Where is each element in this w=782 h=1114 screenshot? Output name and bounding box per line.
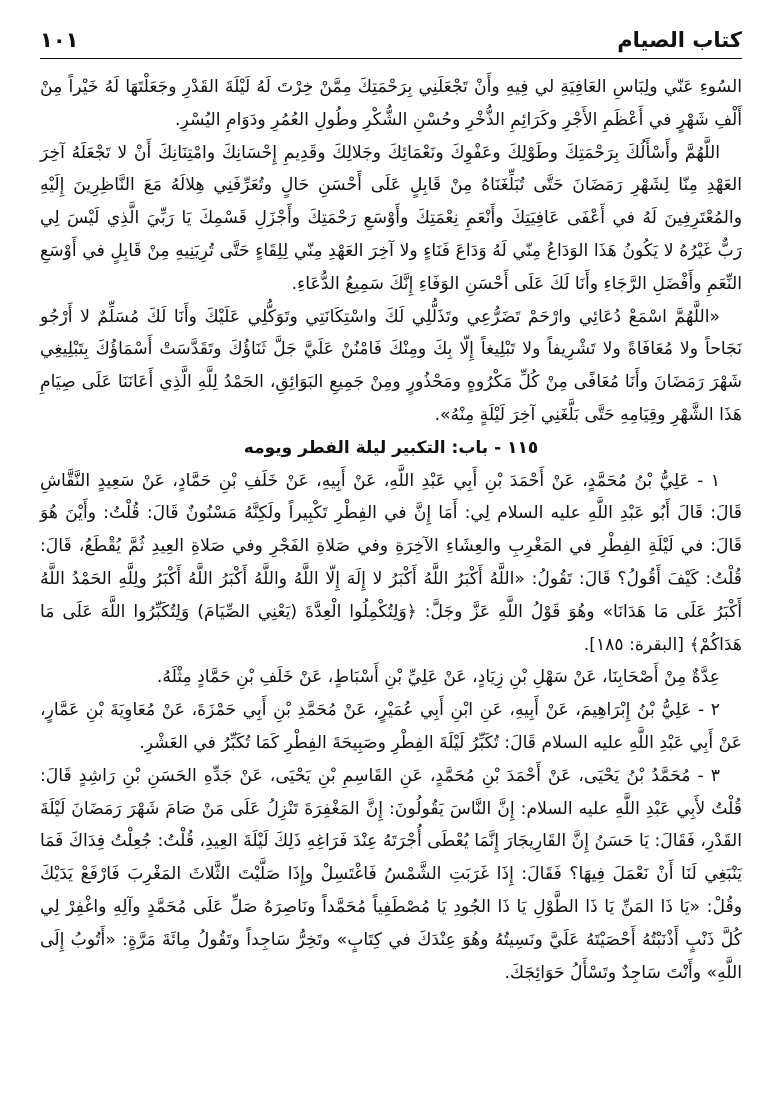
paragraph: «اللَّهُمَّ اسْمَعْ دُعَائِي وارْحَمْ تَضَرُّعِي وتَذَلُّلِي لَكَ واسْتِكَانَتِي وتَوَكُّلِي عَلَيْكَ وأَنَا لَكَ مُسَلِّمٌ لا أَرْجُو نَجَاحاً ولا مُعَافَاةً ولا تَشْرِيفاً ولا تَبْلِيغاً إِلّا بِكَ ومِنْكَ فَامْنُنْ عَلَيَّ جَلَّ ثَنَاؤُكَ وتَقَدَّسَتْ أَسْمَاؤُكَ بِتَبْلِيغِي شَهْرَ رَمَضَانَ وأَنَا مُعَافًى مِنْ كُلِّ مَكْرُوهٍ ومَحْذُورٍ ومِنْ جَمِيعِ البَوَائِقِ، الحَمْدُ لِلَّهِ الَّذِي أَعَانَنَا عَلَى صِيَامِ هَذَا الشَّهْرِ وقِيَامِهِ حَتَّى بَلَّغَنِي آخِرَ لَيْلَةٍ مِنْهُ». — [40, 306, 742, 425]
hadith-paragraph: ١ - عَلِيُّ بْنُ مُحَمَّدٍ، عَنْ أَحْمَدَ بْنِ أَبِي عَبْدِ اللَّهِ، عَنْ أَبِيهِ، عَنْ خَلَفِ بْنِ حَمَّادٍ، عَنْ سَعِيدٍ النَّقَّاشِ قَالَ: قَالَ أَبُو عَبْدِ اللَّهِ عليه السلام لِي: أَمَا إِنَّ في الفِطْرِ تَكْبِيراً ولَكِنَّهُ مَسْنُونٌ قَالَ: قُلْتُ: وأَيْنَ هُوَ قَالَ: في لَيْلَةِ الفِطْرِ في المَغْرِبِ والعِشَاءِ الآخِرَةِ وفي صَلاةِ الفَجْرِ وفي صَلاةِ العِيدِ ثُمَّ يُقْطَعُ، قَالَ: قُلْتُ: كَيْفَ أَقُولُ؟ قَالَ: تَقُولُ: «اللَّهُ أَكْبَرُ اللَّهُ أَكْبَرُ لا إِلَهَ إِلّا اللَّهُ واللَّهُ أَكْبَرُ اللَّهُ أَكْبَرُ ولِلَّهِ الحَمْدُ اللَّهُ أَكْبَرُ عَلَى مَا هَدَانَا» وهُوَ قَوْلُ اللَّهِ عَزَّ وجَلَّ: ﴿وَلِتُكْمِلُوا الْعِدَّةَ (يَعْنِي الصِّيَامَ) وَلِتُكَبِّرُوا اللَّهَ عَلَى مَا هَدَاكُمْ﴾ [البقرة: ١٨٥]. — [40, 470, 742, 655]
page-number: ١٠١ — [40, 28, 79, 52]
running-title: كتاب الصيام — [617, 28, 742, 52]
chapter-heading: ١١٥ - باب: التكبير ليلة الفطر ويومه — [243, 437, 539, 458]
hadith-paragraph: عِدَّةٌ مِنْ أَصْحَابِنَا، عَنْ سَهْلِ بْنِ زِيَادٍ، عَنْ عَلِيِّ بْنِ أَسْبَاطٍ، عَنْ خَلَفِ بْنِ حَمَّادٍ مِثْلَهُ. — [156, 667, 720, 688]
hadith-paragraph: ٢ - عَلِيُّ بْنُ إِبْرَاهِيمَ، عَنْ أَبِيهِ، عَنِ ابْنِ أَبِي عُمَيْرٍ، عَنْ مُحَمَّدِ بْنِ أَبِي حَمْزَةَ، عَنْ مُعَاوِيَةَ بْنِ عَمَّارٍ، عَنْ أَبِي عَبْدِ اللَّهِ عليه السلام قَالَ: تُكَبِّرُ لَيْلَةَ الفِطْرِ وصَبِيحَةَ الفِطْرِ كَمَا تُكَبِّرُ في العَشْرِ. — [40, 700, 742, 753]
hadith-paragraph: ٣ - مُحَمَّدُ بْنُ يَحْيَى، عَنْ أَحْمَدَ بْنِ مُحَمَّدٍ، عَنِ القَاسِمِ بْنِ يَحْيَى، عَنْ جَدِّهِ الحَسَنِ بْنِ رَاشِدٍ قَالَ: قُلْتُ لأَبِي عَبْدِ اللَّهِ عليه السلام: إِنَّ النَّاسَ يَقُولُونَ: إِنَّ المَغْفِرَةَ تَنْزِلُ عَلَى مَنْ صَامَ شَهْرَ رَمَضَانَ لَيْلَةَ القَدْرِ، فَقَالَ: يَا حَسَنُ إِنَّ القَارِيجَارَ إِنَّمَا يُعْطَى أُجْرَتَهُ عِنْدَ فَرَاغِهِ ذَلِكَ لَيْلَةَ العِيدِ، قُلْتُ: جُعِلْتُ فِدَاكَ فَمَا يَنْبَغِي لَنَا أَنْ نَعْمَلَ فِيهَا؟ فَقَالَ: إِذَا غَرَبَتِ الشَّمْسُ فَاغْتَسِلْ وإِذَا صَلَّيْتَ الثَّلاثَ المَغْرِبَ فَارْفَعْ يَدَيْكَ وقُلْ: «يَا ذَا المَنِّ يَا ذَا الطَّوْلِ يَا ذَا الجُودِ يَا مُصْطَفِياً مُحَمَّداً ونَاصِرَهُ صَلِّ عَلَى مُحَمَّدٍ وآلِهِ واغْفِرْ لِي كُلَّ ذَنْبٍ أَذْنَبْتُهُ أَحْصَيْتَهُ عَلَيَّ ونَسِيتُهُ وهُوَ عِنْدَكَ في كِتَابٍ» وتَخِرُّ سَاجِداً وتَقُولُ مِائَةَ مَرَّةٍ: «أَتُوبُ إِلَى اللَّهِ» وأَنْتَ سَاجِدٌ وتَسْأَلُ حَوَائِجَكَ. — [40, 765, 742, 983]
page-header — [40, 28, 742, 59]
page-body — [40, 71, 742, 989]
paragraph: السُوءِ عَنّي ولِبَاسِ العَافِيَةِ لي فِيهِ وأَنْ تَجْعَلَنِي بِرَحْمَتِكَ مِمَّنْ خِرْتَ لَهُ لَيْلَةَ القَدْرِ وجَعَلْتَهَا لَهُ خَيْراً مِنْ أَلْفِ شَهْرٍ في أَعْظَمِ الأَجْرِ وكَرَائِمِ الذُّخْرِ وحُسْنِ الشُّكْرِ وطُولِ العُمُرِ ودَوَامِ اليُسْرِ. — [40, 77, 742, 130]
paragraph: اللَّهُمَّ وأَسْأَلُكَ بِرَحْمَتِكَ وطَوْلِكَ وعَفْوِكَ ونَعْمَائِكَ وجَلالِكَ وقَدِيمِ إِحْسَانِكَ وامْتِنَانِكَ أَنْ لا تَجْعَلَهُ آخِرَ العَهْدِ مِنّا لِشَهْرِ رَمَضَانَ حَتَّى تُبَلِّغَنَاهُ مِنْ قَابِلٍ عَلَى أَحْسَنِ حَالٍ وتُعَرِّفَنِي هِلالَهُ مَعَ النَّاظِرِينَ إِلَيْهِ والمُعْتَرِفِينَ لَهُ في أَعْفَى عَافِيَتِكَ وأَنْعَمِ نِعْمَتِكَ وأَوْسَعِ رَحْمَتِكَ وأَجْزَلِ قَسْمِكَ يَا رَبِّيَ الَّذِي لَيْسَ لِي رَبٌّ غَيْرُهُ لا يَكُونُ هَذَا الوَدَاعُ مِنّي لَهُ وَدَاعَ فَنَاءٍ ولا آخِرَ العَهْدِ مِنّي لِلِقَاءٍ حَتَّى تُرِيَنِيهِ مِنْ قَابِلٍ في أَوْسَعِ النِّعَمِ وأَفْضَلِ الرَّجَاءِ وأَنَا لَكَ عَلَى أَحْسَنِ الوَفَاءِ إِنَّكَ سَمِيعُ الدُّعَاءِ. — [40, 142, 742, 294]
